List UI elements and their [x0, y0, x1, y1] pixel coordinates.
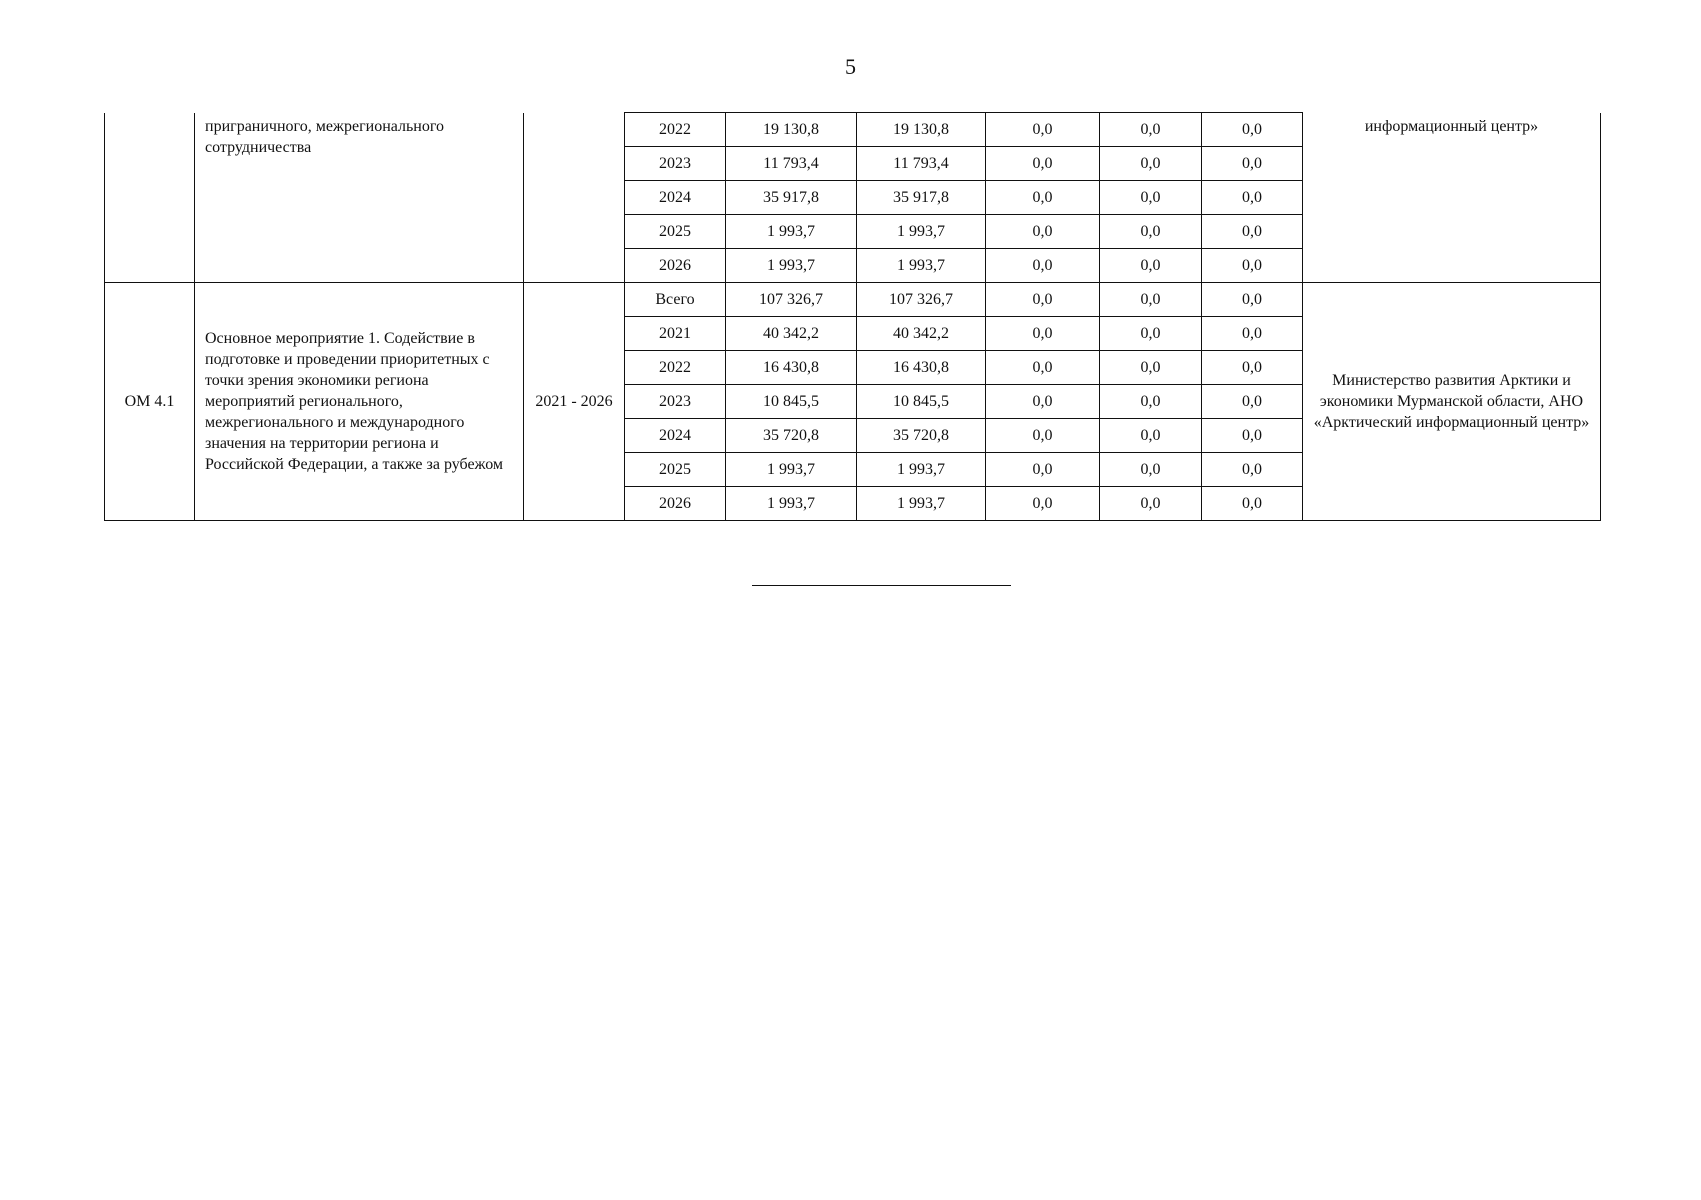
- federal-budget-cell: 0,0: [986, 249, 1100, 283]
- local-budget-cell: 0,0: [1100, 215, 1202, 249]
- other-sources-cell: 0,0: [1202, 317, 1303, 351]
- regional-budget-cell: 1 993,7: [857, 487, 986, 521]
- total-cell: 35 720,8: [726, 419, 857, 453]
- local-budget-cell: 0,0: [1100, 113, 1202, 147]
- end-separator-line: [752, 585, 1011, 586]
- local-budget-cell: 0,0: [1100, 249, 1202, 283]
- local-budget-cell: 0,0: [1100, 147, 1202, 181]
- other-sources-cell: 0,0: [1202, 453, 1303, 487]
- total-cell: 35 917,8: [726, 181, 857, 215]
- year-cell: 2025: [625, 215, 726, 249]
- measure-name-continued: приграничного, межрегионального сотрудничества: [195, 113, 524, 283]
- federal-budget-cell: 0,0: [986, 419, 1100, 453]
- total-cell: 40 342,2: [726, 317, 857, 351]
- regional-budget-cell: 10 845,5: [857, 385, 986, 419]
- local-budget-cell: 0,0: [1100, 487, 1202, 521]
- measure-code: ОМ 4.1: [105, 283, 195, 521]
- other-sources-cell: 0,0: [1202, 249, 1303, 283]
- regional-budget-cell: 1 993,7: [857, 215, 986, 249]
- year-cell: 2025: [625, 453, 726, 487]
- federal-budget-cell: 0,0: [986, 215, 1100, 249]
- local-budget-cell: 0,0: [1100, 453, 1202, 487]
- measure-period: 2021 - 2026: [524, 283, 625, 521]
- year-cell: 2021: [625, 317, 726, 351]
- year-cell: 2022: [625, 113, 726, 147]
- total-cell: 19 130,8: [726, 113, 857, 147]
- other-sources-cell: 0,0: [1202, 215, 1303, 249]
- regional-budget-cell: 1 993,7: [857, 453, 986, 487]
- total-cell: 16 430,8: [726, 351, 857, 385]
- year-cell: 2023: [625, 385, 726, 419]
- year-cell: 2023: [625, 147, 726, 181]
- other-sources-cell: 0,0: [1202, 113, 1303, 147]
- federal-budget-cell: 0,0: [986, 453, 1100, 487]
- regional-budget-cell: 11 793,4: [857, 147, 986, 181]
- federal-budget-cell: 0,0: [986, 113, 1100, 147]
- other-sources-cell: 0,0: [1202, 181, 1303, 215]
- local-budget-cell: 0,0: [1100, 351, 1202, 385]
- year-cell: Всего: [625, 283, 726, 317]
- total-cell: 10 845,5: [726, 385, 857, 419]
- local-budget-cell: 0,0: [1100, 181, 1202, 215]
- table-row: [105, 283, 1601, 317]
- federal-budget-cell: 0,0: [986, 283, 1100, 317]
- other-sources-cell: 0,0: [1202, 283, 1303, 317]
- regional-budget-cell: 35 720,8: [857, 419, 986, 453]
- page-number: 5: [845, 54, 856, 79]
- regional-budget-cell: 19 130,8: [857, 113, 986, 147]
- federal-budget-cell: 0,0: [986, 317, 1100, 351]
- total-cell: 1 993,7: [726, 215, 857, 249]
- year-cell: 2026: [625, 249, 726, 283]
- table-row: [105, 113, 1601, 147]
- total-cell: 1 993,7: [726, 453, 857, 487]
- year-cell: 2022: [625, 351, 726, 385]
- regional-budget-cell: 40 342,2: [857, 317, 986, 351]
- total-cell: 1 993,7: [726, 249, 857, 283]
- other-sources-cell: 0,0: [1202, 147, 1303, 181]
- period-cell-empty: [524, 113, 625, 283]
- local-budget-cell: 0,0: [1100, 317, 1202, 351]
- regional-budget-cell: 107 326,7: [857, 283, 986, 317]
- regional-budget-cell: 16 430,8: [857, 351, 986, 385]
- other-sources-cell: 0,0: [1202, 385, 1303, 419]
- total-cell: 107 326,7: [726, 283, 857, 317]
- regional-budget-cell: 35 917,8: [857, 181, 986, 215]
- federal-budget-cell: 0,0: [986, 487, 1100, 521]
- code-cell-empty: [105, 113, 195, 283]
- total-cell: 1 993,7: [726, 487, 857, 521]
- other-sources-cell: 0,0: [1202, 351, 1303, 385]
- other-sources-cell: 0,0: [1202, 419, 1303, 453]
- other-sources-cell: 0,0: [1202, 487, 1303, 521]
- year-cell: 2026: [625, 487, 726, 521]
- federal-budget-cell: 0,0: [986, 147, 1100, 181]
- year-cell: 2024: [625, 419, 726, 453]
- measure-executor: Министерство развития Арктики и экономики Мурманской области, АНО «Арктический информационный центр»: [1303, 283, 1601, 521]
- local-budget-cell: 0,0: [1100, 419, 1202, 453]
- local-budget-cell: 0,0: [1100, 283, 1202, 317]
- federal-budget-cell: 0,0: [986, 181, 1100, 215]
- federal-budget-cell: 0,0: [986, 385, 1100, 419]
- federal-budget-cell: 0,0: [986, 351, 1100, 385]
- total-cell: 11 793,4: [726, 147, 857, 181]
- executor-continued: информационный центр»: [1303, 113, 1601, 283]
- budget-table: [104, 112, 1601, 521]
- regional-budget-cell: 1 993,7: [857, 249, 986, 283]
- measure-name: Основное мероприятие 1. Содействие в подготовке и проведении приоритетных с точки зрения экономики региона мероприятий регионального, межрегионального и международного значения на территории региона и Российской Федерации, а также за рубежом: [195, 283, 524, 521]
- year-cell: 2024: [625, 181, 726, 215]
- local-budget-cell: 0,0: [1100, 385, 1202, 419]
